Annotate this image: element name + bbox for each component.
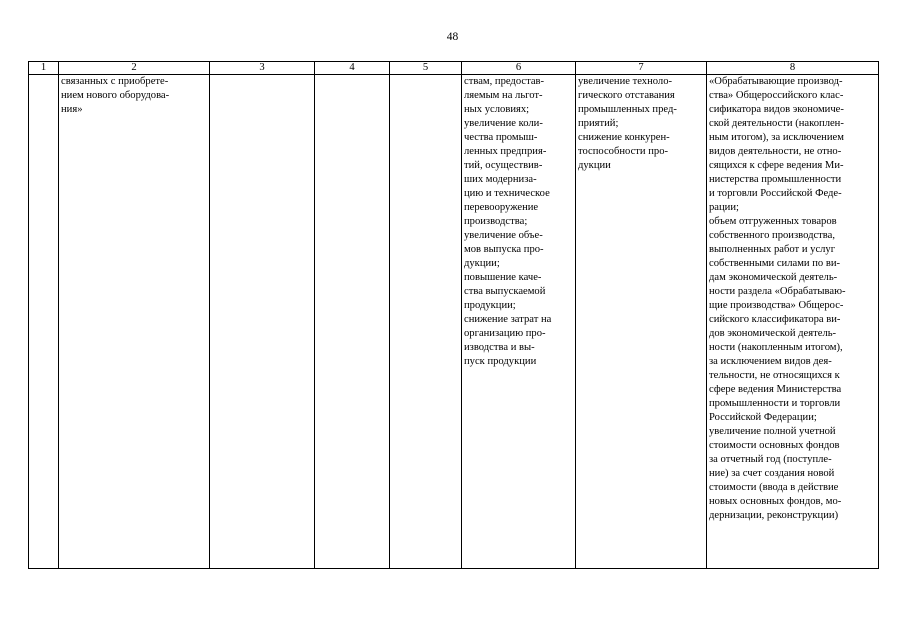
cell-text-line: ствам, предостав- [464,76,545,87]
cell-text-line: тоспособности про- [578,146,669,157]
column-header-3: 3 [210,62,315,75]
cell-text-line: увеличение объе- [464,230,543,241]
cell-text-line: пуск продукции [464,356,537,367]
cell-text-line: увеличение полной учетной [709,426,836,437]
cell-col-2 [59,75,210,569]
cell-text-line: нистерства промышленности [709,174,842,185]
column-header-4: 4 [315,62,390,75]
cell-col-1 [29,75,59,569]
column-header-5: 5 [390,62,462,75]
cell-text-line: промышленных пред- [578,104,677,115]
cell-text-line: промышленности и торговли [709,398,841,409]
cell-text-line: связанных с приобрете- [61,76,169,87]
column-header-8: 8 [707,62,879,75]
column-header-1: 1 [29,62,59,75]
cell-text-line: сийского классификатора ви- [709,314,841,325]
cell-text-line: Российской Федерации; [709,412,817,423]
cell-text-line: цию и техническое [464,188,550,199]
cell-text-line: щие производства» Общерос- [709,300,844,311]
cell-text-line: перевооружение [464,202,539,213]
cell-text-line: мов выпуска про- [464,244,544,255]
cell-text-line: выполненных работ и услуг [709,244,836,255]
cell-text-line: изводства и вы- [464,342,535,353]
cell-col-4 [315,75,390,569]
column-header-2: 2 [59,62,210,75]
page-number: 48 [446,31,459,43]
cell-text-line: видов деятельности, не отно- [709,146,842,157]
cell-text-line: ности раздела «Обрабатываю- [709,286,846,297]
cell-text-line: производства; [464,216,528,227]
cell-text-line: собственного производства, [709,230,835,241]
cell-text-line: увеличение техноло- [578,76,673,87]
cell-text-line: увеличение коли- [464,118,543,129]
cell-text-line: ших модерниза- [464,174,537,185]
cell-text-line: организацию про- [464,328,546,339]
cell-text-line: дукции [578,160,611,171]
cell-col-7 [576,75,707,569]
cell-col-6 [462,75,576,569]
cell-text-line: ния» [61,104,83,115]
cell-text-line: «Обрабатывающие производ- [709,76,843,87]
cell-text-line: объем отгруженных товаров [709,216,837,227]
cell-col-3 [210,75,315,569]
cell-text-line: ства выпускаемой [464,286,546,297]
cell-text-line: нием нового оборудова- [61,90,170,101]
cell-text-line: ленных предприя- [464,146,547,157]
cell-text-line: сфере ведения Министерства [709,384,842,395]
cell-text-line: тельности, не относящихся к [709,370,840,381]
cell-text-line: снижение затрат на [464,314,552,325]
cell-text-line: стоимости основных фондов [709,440,840,451]
cell-text-line: снижение конкурен- [578,132,670,143]
cell-text-line: приятий; [578,118,619,129]
cell-text-line: чества промыш- [464,132,538,143]
column-header-7: 7 [576,62,707,75]
cell-text-line: ности (накопленным итогом), [709,342,843,353]
document-table [28,61,879,569]
cell-text-line: новых основных фондов, мо- [709,496,842,507]
column-header-6: 6 [462,62,576,75]
cell-text-line: ние) за счет создания новой [709,468,835,479]
cell-text-line: за исключением видов дея- [709,356,832,367]
table-row [29,75,879,569]
cell-text-line: сящихся к сфере ведения Ми- [709,160,844,171]
cell-text-line: ным итогом), за исключением [709,132,844,143]
cell-text-line: собственными силами по ви- [709,258,841,269]
cell-text-line: ляемым на льгот- [464,90,543,101]
cell-text-line: повышение каче- [464,272,542,283]
cell-text-line: за отчетный год (поступле- [709,454,832,465]
cell-text-line: ных условиях; [464,104,530,115]
cell-text-line: тий, осуществив- [464,160,543,171]
cell-text-line: дернизации, реконструкции) [709,510,839,521]
cell-text-line: рации; [709,202,739,213]
cell-text-line: ства» Общероссийского клас- [709,90,844,101]
cell-text-line: и торговли Российской Феде- [709,188,842,199]
header-row [29,62,879,75]
cell-text-line: гического отставания [578,90,675,101]
cell-text-line: дам экономической деятель- [709,272,838,283]
cell-text-line: дов экономической деятель- [709,328,837,339]
cell-text-line: сификатора видов экономиче- [709,104,844,115]
cell-text-line: дукции; [464,258,500,269]
cell-col-8 [707,75,879,569]
cell-col-5 [390,75,462,569]
cell-text-line: продукции; [464,300,516,311]
cell-text-line: стоимости (ввода в действие [709,482,839,493]
cell-text-line: ской деятельности (накоплен- [709,118,844,129]
